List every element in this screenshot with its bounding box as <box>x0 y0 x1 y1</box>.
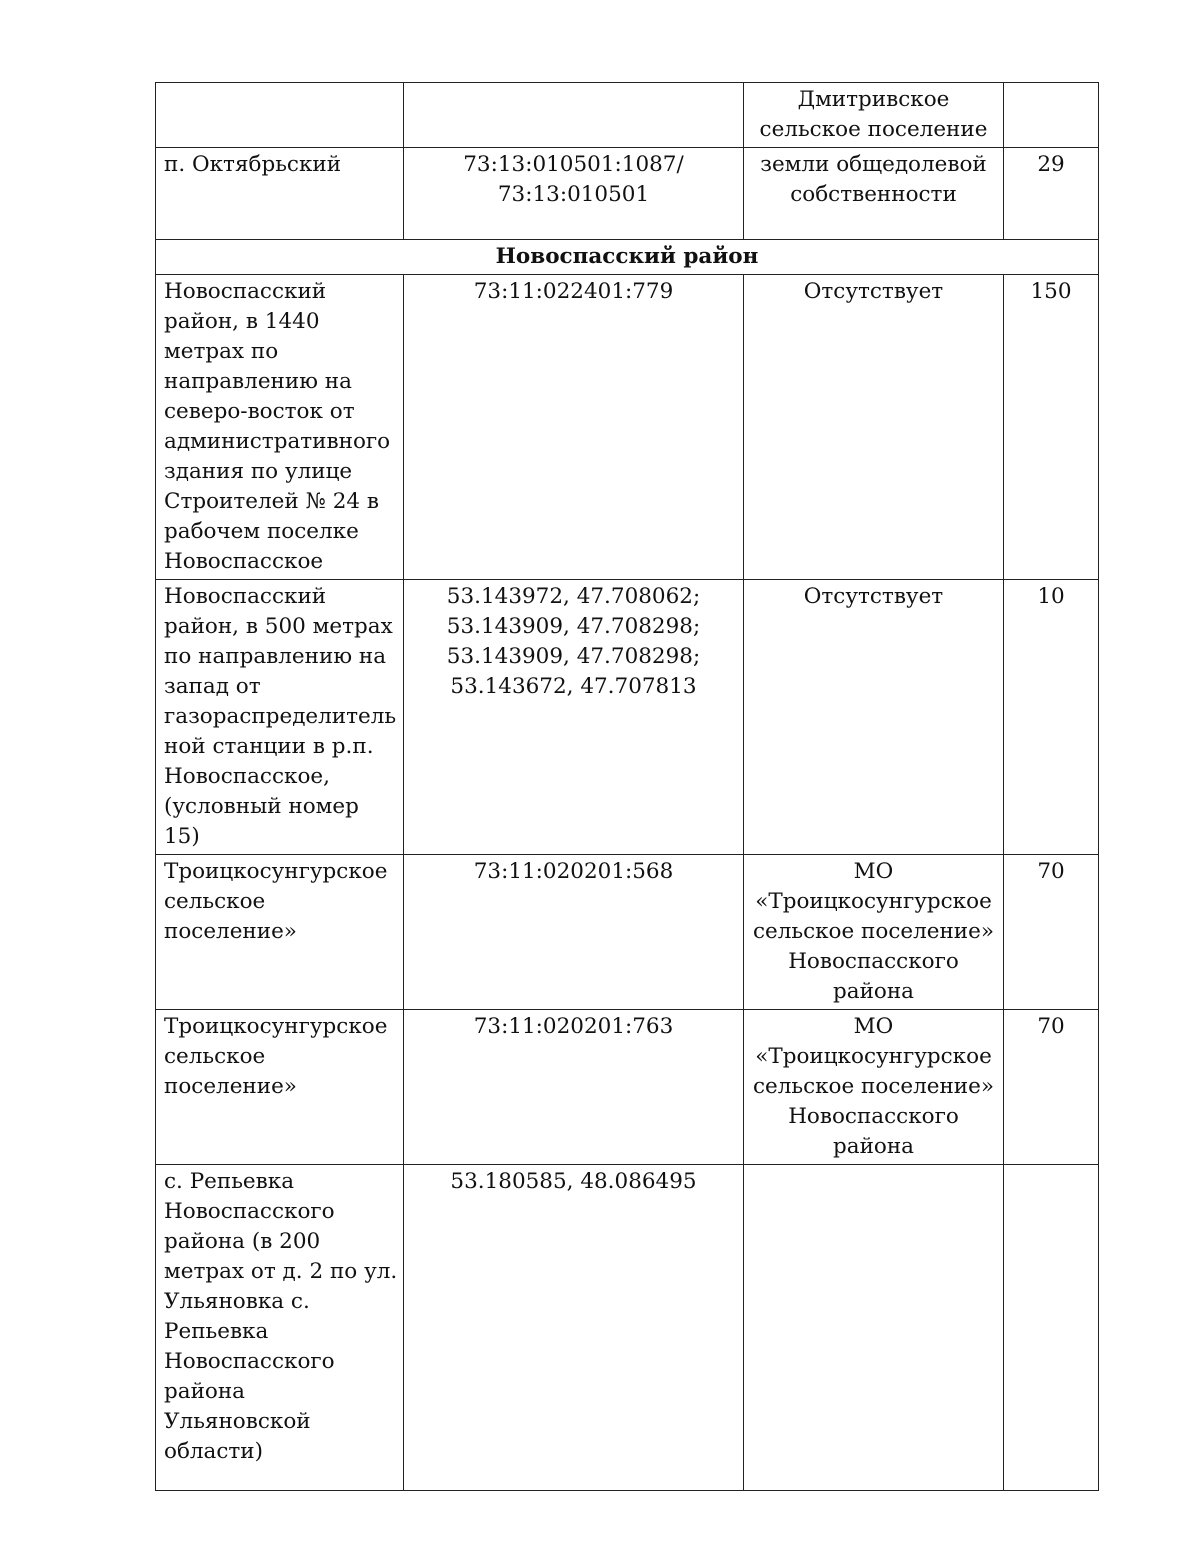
cell-text-line: района <box>832 979 914 1004</box>
cell-text-line: Новоспасского <box>164 1349 335 1374</box>
cell-text-line: 73:11:022401:779 <box>473 279 674 304</box>
cell-text-line: сельское поселение» <box>752 919 995 944</box>
table-row <box>156 580 1099 855</box>
cell-text-line: сельское поселение» <box>752 1074 995 1099</box>
cell-text-line: 53.143972, 47.708062; <box>446 584 701 609</box>
cadastral-number-cell <box>404 83 744 148</box>
cell-text-line: сельское <box>164 1044 266 1069</box>
table-row <box>156 275 1099 580</box>
cell-text-line: Новоспасский <box>164 584 327 609</box>
location-cell <box>156 1010 404 1165</box>
cell-text-line: сельское поселение <box>759 117 988 142</box>
cell-text-line: с. Репьевка <box>164 1169 295 1194</box>
cell-text-line: 53.180585, 48.086495 <box>450 1169 697 1194</box>
cell-text-line: 70 <box>1037 1014 1065 1039</box>
location-cell <box>156 855 404 1010</box>
table-row <box>156 1010 1099 1165</box>
cell-text-line: (условный номер <box>164 794 359 819</box>
cell-text-line: поселение» <box>164 1074 297 1099</box>
value-cell <box>1004 855 1099 1010</box>
cell-text-line: «Троицкосунгурское <box>755 1044 992 1069</box>
cell-text-line: поселение» <box>164 919 297 944</box>
table-row <box>156 855 1099 1010</box>
cell-text-line: 150 <box>1030 279 1072 304</box>
location-cell <box>156 580 404 855</box>
value-cell <box>1004 1010 1099 1165</box>
cadastral-number-cell <box>404 275 744 580</box>
cell-text-line: 73:11:020201:568 <box>473 859 674 884</box>
cell-text-line: Отсутствует <box>803 279 944 304</box>
cell-text-line: 73:13:010501 <box>497 182 650 207</box>
location-cell <box>156 275 404 580</box>
cell-text-line: 53.143672, 47.707813 <box>450 674 697 699</box>
cell-text-line: «Троицкосунгурское <box>755 889 992 914</box>
coordinates-cell <box>404 580 744 855</box>
table-row <box>156 148 1099 240</box>
cell-text-line: Новоспасский <box>164 279 327 304</box>
cell-text-line: района (в 200 <box>164 1229 321 1254</box>
cell-text-line: здания по улице <box>164 459 353 484</box>
value-cell <box>1004 83 1099 148</box>
cell-text-line: Новоспасского <box>788 1104 959 1129</box>
cell-text-line: Новоспасское, <box>164 764 330 789</box>
cell-text-line: 73:11:020201:763 <box>473 1014 674 1039</box>
cell-text-line: рабочем поселке <box>164 519 359 544</box>
table-body <box>156 83 1099 1491</box>
owner-cell <box>744 275 1004 580</box>
cell-text-line: п. Октябрьский <box>164 152 342 177</box>
cell-text-line: по направлению на <box>164 644 387 669</box>
cell-text-line: метрах от д. 2 по ул. <box>164 1259 398 1284</box>
table-row <box>156 83 1099 148</box>
value-cell <box>1004 275 1099 580</box>
cell-text-line: 29 <box>1037 152 1065 177</box>
owner-cell <box>744 580 1004 855</box>
cell-text-line: Троицкосунгурское <box>164 859 388 884</box>
value-cell <box>1004 1165 1099 1491</box>
cell-text-line: Репьевка <box>164 1319 269 1344</box>
cell-text-line: 53.143909, 47.708298; <box>446 644 701 669</box>
cell-text-line: 15) <box>164 824 200 849</box>
cell-text-line: Строителей № 24 в <box>164 489 380 514</box>
cell-text-line: Троицкосунгурское <box>164 1014 388 1039</box>
cell-text-line: направлению на <box>164 369 352 394</box>
cell-text-line: собственности <box>790 182 957 207</box>
cell-text-line: Новоспасского <box>164 1199 335 1224</box>
owner-cell <box>744 83 1004 148</box>
location-cell <box>156 83 404 148</box>
cell-text-line: Новоспасское <box>164 549 324 574</box>
cell-text-line: 53.143909, 47.708298; <box>446 614 701 639</box>
cell-text-line: Новоспасского <box>788 949 959 974</box>
cell-text-line: Отсутствует <box>803 584 944 609</box>
land-plots-table <box>155 82 1099 1491</box>
cell-text-line: сельское <box>164 889 266 914</box>
cell-text-line: Дмитривское <box>797 87 950 112</box>
table-row <box>156 1165 1099 1491</box>
cell-text-line: земли общедолевой <box>760 152 987 177</box>
cell-text-line: район, в 500 метрах <box>164 614 393 639</box>
cell-text-line: район, в 1440 <box>164 309 320 334</box>
coordinates-cell <box>404 1165 744 1491</box>
cell-text-line: 10 <box>1037 584 1065 609</box>
cell-text-line: северо-восток от <box>164 399 355 424</box>
cell-text-line: 70 <box>1037 859 1065 884</box>
cell-text-line: МО <box>853 859 894 884</box>
section-header-row <box>156 240 1099 275</box>
cell-text-line: Ульяновка с. <box>164 1289 310 1314</box>
value-cell <box>1004 148 1099 240</box>
location-cell <box>156 148 404 240</box>
cell-text-line: газораспределитель <box>164 704 397 729</box>
cell-text-line: метрах по <box>164 339 279 364</box>
cadastral-number-cell <box>404 148 744 240</box>
cadastral-number-cell <box>404 1010 744 1165</box>
cell-text-line: административного <box>164 429 391 454</box>
cadastral-number-cell <box>404 855 744 1010</box>
owner-cell <box>744 1165 1004 1491</box>
owner-cell <box>744 1010 1004 1165</box>
cell-text-line: ной станции в р.п. <box>164 734 374 759</box>
cell-text-line: МО <box>853 1014 894 1039</box>
location-cell <box>156 1165 404 1491</box>
cell-text-line: запад от <box>164 674 261 699</box>
value-cell <box>1004 580 1099 855</box>
cell-text-line: области) <box>164 1439 264 1464</box>
owner-cell <box>744 148 1004 240</box>
cell-text-line: 73:13:010501:1087/ <box>463 152 684 177</box>
cell-text-line: района <box>164 1379 246 1404</box>
cell-text-line: района <box>832 1134 914 1159</box>
cell-text-line: Ульяновской <box>164 1409 311 1434</box>
section-title: Новоспасский район <box>156 240 1099 275</box>
owner-cell <box>744 855 1004 1010</box>
